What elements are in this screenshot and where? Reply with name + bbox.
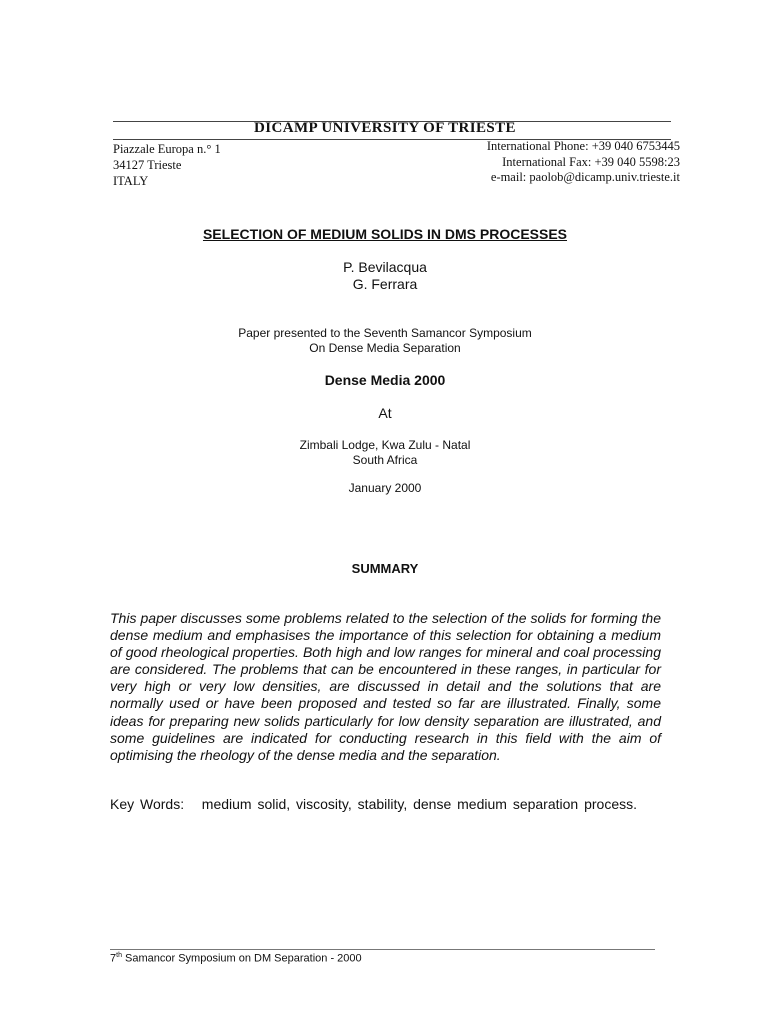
conference-name: Dense Media 2000 [324,372,446,388]
footer-text: Samancor Symposium on DM Separation - 2000 [121,952,362,965]
keywords-text: medium solid, viscosity, stability, dense medium separation process. [201,796,637,812]
institution-contact [487,139,680,186]
venue-line: South Africa [352,453,418,467]
footer-ordinal: 7 [110,952,117,965]
fax-line: International Fax: +39 040 5598:23 [502,154,680,169]
footer-rule [110,949,655,950]
phone-line: International Phone: +39 040 6753445 [486,139,680,153]
presentation-line: Paper presented to the Seventh Samancor Symposium [238,326,532,340]
address-line: 34127 Trieste [113,158,182,172]
email-line: e-mail: paolob@dicamp.univ.trieste.it [490,170,680,184]
institution-address [113,141,221,189]
address-line: Piazzale Europa n.° 1 [113,142,221,156]
abstract-text: This paper discusses some problems related to the selection of the solids for forming the dense medium and emphasises the importance of this selection for obtaining a medium of good rheological properties. Both high and low ranges for mineral and coal processing are considered. The problems that can be encountered in these ranges, in particular for very high or very low densities, are discussed in detail and the solutions that are normally used or have been proposed and tested so far are illustrated. Finally, some ideas for preparing new solids particularly for low density separation are illustrated, and some guidelines are indicated for conducting research in this field with the aim of optimising the rheology of the dense media and the separation. [110,610,661,763]
summary-heading: SUMMARY [351,561,419,576]
author-name: G. Ferrara [352,276,418,292]
venue-line: Zimbali Lodge, Kwa Zulu - Natal [299,438,471,452]
conference-date: January 2000 [348,481,422,495]
authors [0,259,770,293]
address-line: ITALY [113,174,149,188]
presentation-note [0,326,770,356]
keywords-label: Key Words: [110,796,185,812]
keywords [110,796,661,813]
presentation-line: On Dense Media Separation [309,341,461,355]
at-label: At [378,405,392,421]
author-name: P. Bevilacqua [343,259,427,275]
footer-ordinal-suffix: th [116,952,122,959]
page-footer [110,952,362,965]
institution-name: DICAMP UNIVERSITY OF TRIESTE [254,120,516,136]
venue [0,438,770,468]
paper-title: SELECTION OF MEDIUM SOLIDS IN DMS PROCESSES [202,226,568,242]
